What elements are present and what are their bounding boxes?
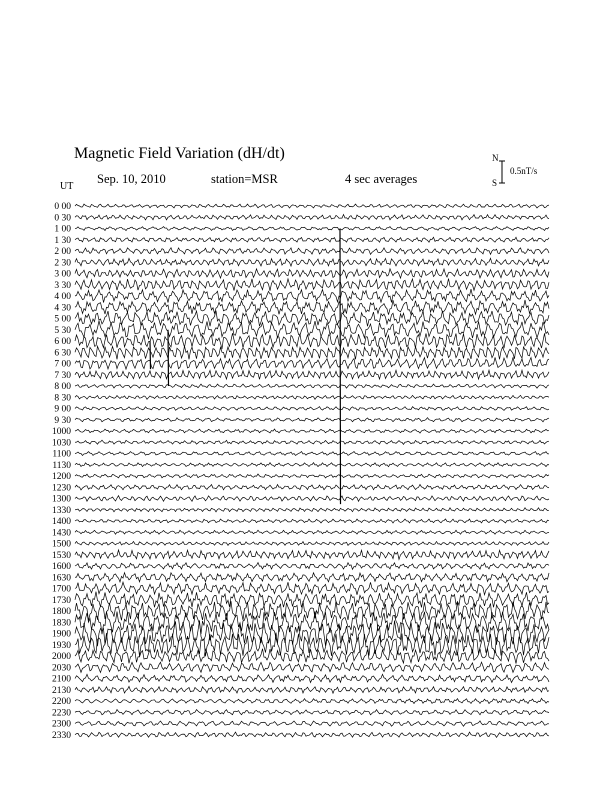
ut-tick-label: 6 30: [54, 348, 71, 359]
chart-title: Magnetic Field Variation (dH/dt): [74, 145, 285, 162]
trace-line: [75, 407, 549, 411]
ut-tick-label: 7 30: [54, 370, 71, 381]
trace-line: [75, 633, 549, 657]
ut-tick-label: 6 00: [54, 337, 71, 347]
trace-line: [75, 721, 549, 726]
ut-tick-label: 8 00: [54, 382, 71, 392]
trace-line: [75, 474, 549, 478]
trace-line: [75, 279, 549, 291]
station-label: station=MSR: [211, 172, 278, 186]
trace-line: [75, 357, 549, 369]
ut-tick-label: 0 00: [54, 202, 71, 212]
trace-line: [75, 530, 549, 534]
trace-line: [75, 519, 549, 523]
ut-tick-label: 1930: [52, 640, 71, 651]
ut-tick-label: 1300: [52, 494, 71, 505]
trace-line: [75, 440, 549, 444]
ut-tick-label: 1730: [52, 595, 71, 606]
trace-line: [75, 463, 549, 467]
trace-line: [75, 710, 549, 715]
trace-line: [75, 563, 549, 570]
trace-line: [75, 227, 549, 231]
ut-tick-label: 1230: [52, 483, 71, 494]
ut-tick-label: 2100: [52, 674, 71, 685]
ut-tick-label: 1530: [52, 550, 71, 561]
trace-line: [75, 732, 549, 737]
ut-tick-label: 7 00: [54, 359, 71, 370]
trace-line: [75, 321, 549, 339]
trace-line: [75, 289, 549, 302]
ut-tick-label: 2030: [52, 663, 71, 674]
trace-line: [75, 686, 549, 693]
trace-line: [75, 582, 549, 595]
ut-tick-label: 1200: [52, 472, 71, 482]
trace-line: [75, 346, 549, 359]
ut-tick-label: 1700: [52, 584, 71, 595]
ut-tick-label: 3 00: [54, 269, 71, 280]
ut-tick-label: 1130: [52, 460, 71, 471]
trace-line: [75, 573, 549, 582]
trace-line: [75, 662, 549, 672]
averaging-label: 4 sec averages: [345, 172, 418, 186]
ut-tick-label: 2330: [52, 730, 71, 741]
ut-tick-label: 1400: [52, 517, 71, 527]
ut-tick-label: 1630: [52, 573, 71, 584]
trace-line: [75, 384, 549, 388]
ut-tick-label: 2000: [52, 652, 71, 662]
trace-line: [75, 508, 549, 512]
ut-tick-label: 0 30: [54, 213, 71, 224]
scale-north-label: N: [492, 153, 499, 163]
trace-line: [75, 429, 549, 433]
date-label: Sep. 10, 2010: [97, 172, 166, 186]
spike-artifact: [150, 341, 151, 369]
ut-tick-label: 1600: [52, 562, 71, 572]
ut-tick-label: 9 00: [54, 404, 71, 415]
ut-tick-label: 2 30: [54, 258, 71, 269]
ut-tick-label: 1500: [52, 539, 71, 550]
ut-tick-label: 1000: [52, 427, 71, 437]
trace-line: [75, 601, 549, 621]
trace-line: [75, 300, 549, 315]
trace-line: [75, 333, 549, 349]
ut-tick-label: 2130: [52, 685, 71, 696]
ut-tick-label: 2230: [52, 708, 71, 719]
trace-line: [75, 418, 549, 422]
trace-line: [75, 204, 549, 208]
ut-tick-label: 1900: [52, 629, 71, 640]
ut-tick-label: 1100: [52, 449, 71, 460]
spike-artifact: [340, 229, 341, 505]
ut-tick-label: 4 30: [54, 303, 71, 314]
trace-line: [75, 215, 549, 220]
ut-tick-label: 2200: [52, 697, 71, 707]
trace-line: [75, 698, 549, 703]
ut-tick-label: 1 00: [54, 224, 71, 235]
ut-axis-label: UT: [60, 181, 74, 192]
scale-south-label: S: [492, 178, 498, 188]
ut-tick-label: 1 30: [54, 235, 71, 246]
trace-line: [75, 248, 549, 255]
trace-line: [75, 674, 549, 682]
ut-tick-label: 1030: [52, 438, 71, 449]
trace-line: [75, 237, 549, 242]
trace-line: [75, 541, 549, 545]
trace-line: [75, 269, 549, 278]
ut-tick-label: 1800: [52, 607, 71, 617]
ut-tick-label: 1830: [52, 618, 71, 629]
trace-line: [75, 550, 549, 559]
ut-tick-label: 5 00: [54, 314, 71, 325]
ut-tick-label: 2300: [52, 719, 71, 730]
trace-line: [75, 485, 549, 490]
ut-tick-label: 3 30: [54, 280, 71, 291]
trace-line: [75, 452, 549, 456]
ut-tick-label: 1330: [52, 505, 71, 516]
trace-line: [75, 258, 549, 266]
ut-tick-label: 2 00: [54, 247, 71, 257]
ut-tick-label: 8 30: [54, 393, 71, 404]
scale-value-label: 0.5nT/s: [510, 166, 538, 176]
spike-artifact: [168, 330, 169, 386]
trace-line: [75, 395, 549, 399]
ut-tick-label: 5 30: [54, 325, 71, 336]
trace-line: [75, 370, 549, 379]
ut-tick-label: 4 00: [54, 292, 71, 302]
trace-line: [75, 496, 549, 502]
ut-tick-label: 1430: [52, 528, 71, 539]
ut-tick-label: 9 30: [54, 415, 71, 426]
